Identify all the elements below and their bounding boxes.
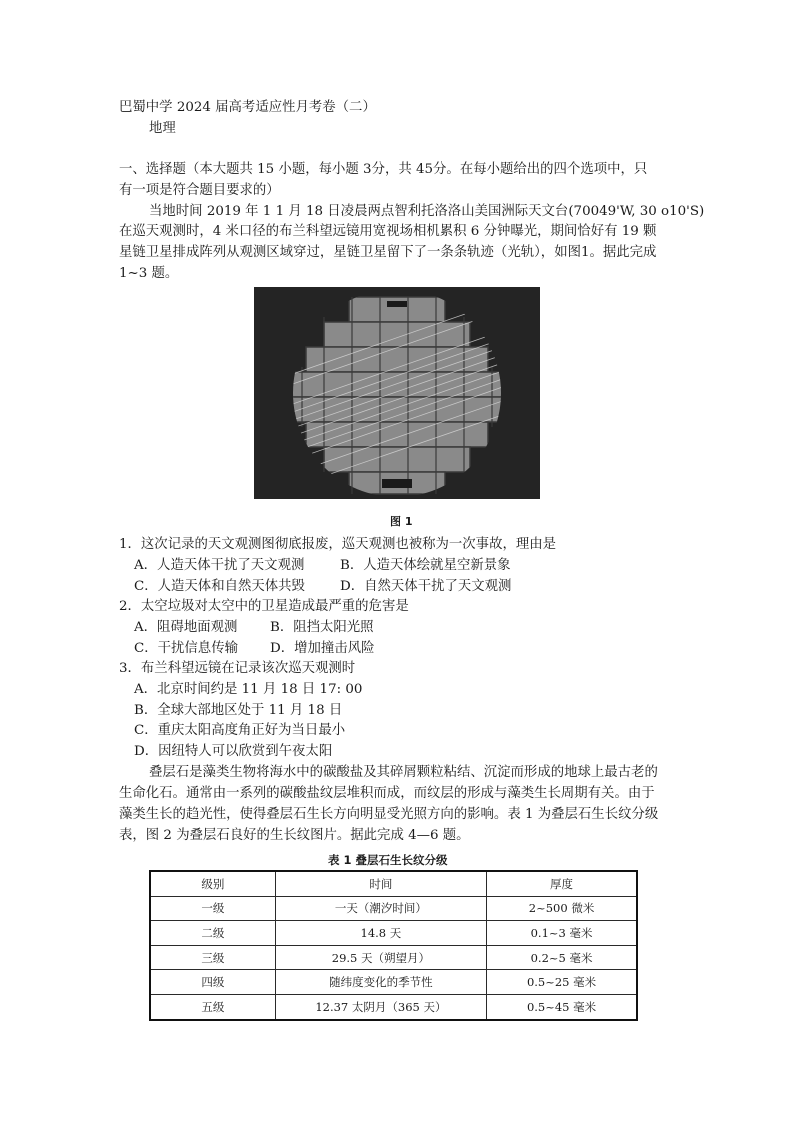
figure-1-caption: 图 1 xyxy=(390,515,413,528)
table-cell: 0.1~3 毫米 xyxy=(487,921,637,946)
camera-mosaic-image xyxy=(254,287,540,499)
question-1-option-c: C．人造天体和自然天体共毁 xyxy=(134,579,305,594)
table-cell: 12.37 太阴月（365 天） xyxy=(275,994,486,1019)
section-instruction-line-2: 有一项是符合题目要求的） xyxy=(119,183,280,198)
section-instruction-line-1: 一、选择题（本大题共 15 小题，每小题 3分，共 45分。在每小题给出的四个选项中，只 xyxy=(119,162,648,177)
passage1-line-2: 在巡天观测时，4 米口径的布兰科望远镜用宽视场相机累积 6 分钟曝光，期间恰好有 19 颗 xyxy=(119,224,657,239)
passage1-line-1: 当地时间 2019 年 1 1 月 18 日凌晨两点智利托洛洛山美国洲际天文台(70049'W, 30 o10'S) xyxy=(149,204,705,219)
passage2-line-4: 表，图 2 为叠层石良好的生长纹图片。据此完成 4—6 题。 xyxy=(119,828,470,843)
passage2-line-1: 叠层石是藻类生物将海水中的碳酸盐及其碎屑颗粒粘结、沉淀而形成的地球上最古老的 xyxy=(149,765,658,780)
passage1-line-3: 星链卫星排成阵列从观测区域穿过，星链卫星留下了一条条轨迹（光轨），如图1。据此完成 xyxy=(119,245,657,260)
subject-label: 地理 xyxy=(149,121,176,136)
question-1-option-b: B．人造天体绘就星空新景象 xyxy=(340,558,511,573)
table-cell: 29.5 天（朔望月） xyxy=(275,945,486,970)
stromatolite-growth-table xyxy=(149,870,638,1021)
table-cell: 随纬度变化的季节性 xyxy=(275,970,486,995)
table-row xyxy=(150,896,637,921)
table-row xyxy=(150,970,637,995)
table-header-row xyxy=(150,871,637,896)
question-1-stem: 1．这次记录的天文观测图彻底报废，巡天观测也被称为一次事故，理由是 xyxy=(119,537,557,552)
question-3-option-b: B．全球大部地区处于 11 月 18 日 xyxy=(134,703,343,718)
question-2-option-b: B．阻挡太阳光照 xyxy=(270,620,374,635)
table-cell: 五级 xyxy=(150,994,275,1019)
column-header-time: 时间 xyxy=(275,871,486,896)
table-row xyxy=(150,921,637,946)
table-cell: 0.5~45 毫米 xyxy=(487,994,637,1019)
table-cell: 二级 xyxy=(150,921,275,946)
table-cell: 一级 xyxy=(150,896,275,921)
table-cell: 14.8 天 xyxy=(275,921,486,946)
table-cell: 2~500 微米 xyxy=(487,896,637,921)
question-2-option-a: A．阻碍地面观测 xyxy=(134,620,238,635)
question-2-stem: 2．太空垃圾对太空中的卫星造成最严重的危害是 xyxy=(119,599,409,614)
question-3-option-c: C．重庆太阳高度角正好为当日最小 xyxy=(134,723,346,738)
table-cell: 0.2~5 毫米 xyxy=(487,945,637,970)
exam-title: 巴蜀中学 2024 届高考适应性月考卷（二） xyxy=(119,100,376,115)
question-3-stem: 3．布兰科望远镜在记录该次巡天观测时 xyxy=(119,661,356,676)
passage1-line-4: 1~3 题。 xyxy=(119,266,179,281)
question-2-option-d: D．增加撞击风险 xyxy=(270,641,375,656)
table-cell: 四级 xyxy=(150,970,275,995)
table-cell: 三级 xyxy=(150,945,275,970)
question-3-option-a: A．北京时间约是 11 月 18 日 17: 00 xyxy=(134,682,363,697)
column-header-level: 级别 xyxy=(150,871,275,896)
question-2-option-c: C．干扰信息传输 xyxy=(134,641,238,656)
table-cell: 一天（潮汐时间） xyxy=(275,896,486,921)
question-3-option-d: D．因纽特人可以欣赏到午夜太阳 xyxy=(134,744,333,759)
column-header-thickness: 厚度 xyxy=(487,871,637,896)
question-1-option-d: D．自然天体干扰了天文观测 xyxy=(340,579,512,594)
question-1-option-a: A．人造天体干扰了天文观测 xyxy=(134,558,305,573)
table-cell: 0.5~25 毫米 xyxy=(487,970,637,995)
satellite-trail-photo xyxy=(254,287,540,499)
table-row xyxy=(150,945,637,970)
table-row xyxy=(150,994,637,1019)
passage2-line-3: 藻类生长的趋光性，使得叠层石生长方向明显受光照方向的影响。表 1 为叠层石生长纹分级 xyxy=(119,807,659,822)
passage2-line-2: 生命化石。通常由一系列的碳酸盐纹层堆积而成，而纹层的形成与藻类生长周期有关。由于 xyxy=(119,786,655,801)
table-1-caption: 表 1 叠层石生长纹分级 xyxy=(328,853,448,867)
